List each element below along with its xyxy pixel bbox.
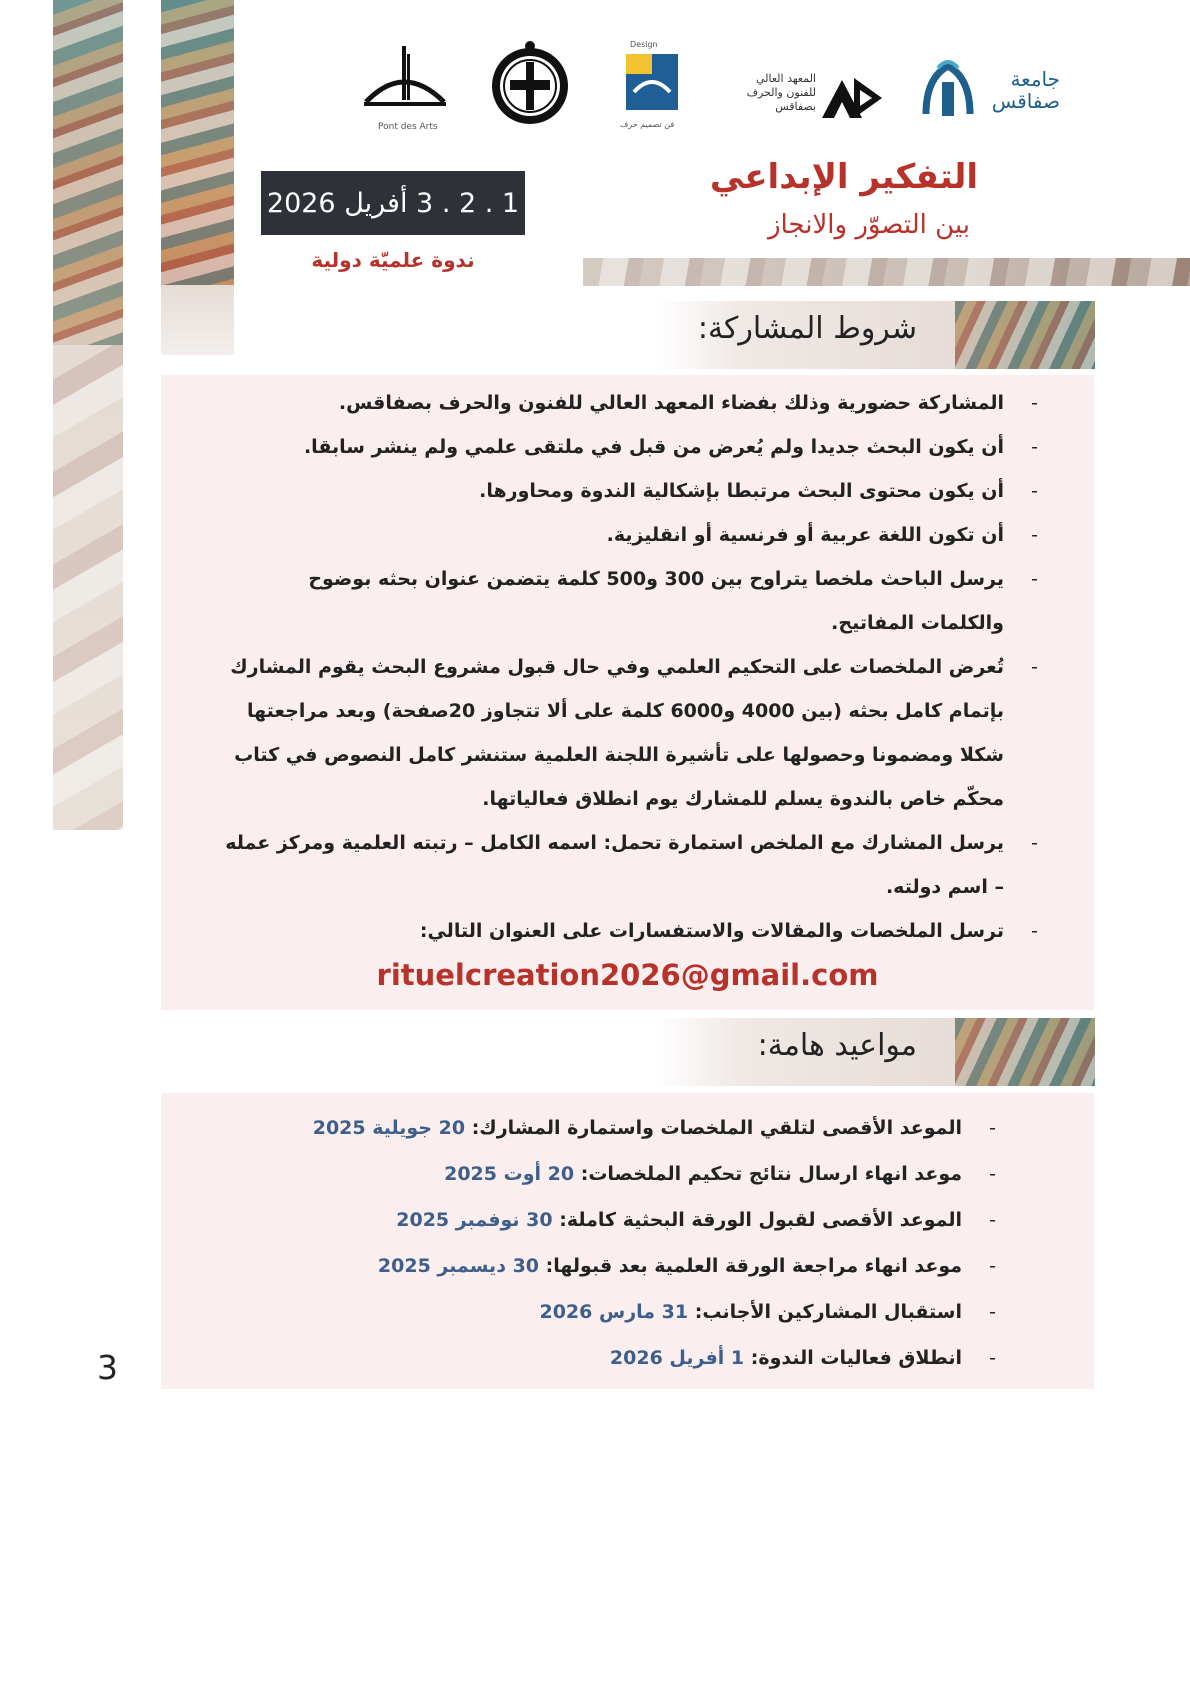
dates-panel	[161, 1093, 1094, 1389]
dates-heading-banner	[655, 1018, 1095, 1086]
list-item: - ترسل الملخصات والمقالات والاستفسارات على العنوان التالي:	[419, 920, 1038, 942]
decorative-painting-strip-left	[53, 0, 123, 345]
conditions-heading-banner	[655, 301, 1095, 369]
university-of-sfax-logo: جامعة صفاقس	[920, 40, 1070, 130]
event-type-label: ندوة علميّة دولية	[311, 248, 475, 272]
list-item: - تُعرض الملخصات على التحكيم العلمي وفي حال قبول مشروع البحث يقوم المشارك بإتمام كامل بحثه (بين 4000 و6000 كلمة على ألا تتجاوز 20صفحة) وبعد مراجعتها شكلا ومضمونا وحصولها على تأشيرة اللجنة العلمية ستنشر كامل النصوص في كتاب محكّم خاص بالندوة يسلم للمشارك يوم انطلاق فعالياتها.	[230, 656, 1038, 810]
conditions-heading: شروط المشاركة:	[697, 311, 917, 346]
partner-logos	[360, 40, 1080, 140]
heading-painting	[955, 301, 1095, 369]
list-item: - انطلاق فعاليات الندوة: 1 أفريل 2026	[609, 1347, 996, 1369]
contact-email[interactable]: rituelcreation2026@gmail.com	[376, 958, 879, 992]
pont-des-arts-logo: Pont des Arts	[360, 40, 450, 140]
decorative-painting-strip-middle-faded	[161, 285, 234, 355]
design-box-logo: Design فن تصميم حرف	[622, 40, 682, 130]
page-number: 3	[97, 1348, 118, 1387]
list-item: - الموعد الأقصى لتلقي الملخصات واستمارة المشارك: 20 جويلية 2025	[312, 1117, 996, 1139]
list-item: - المشاركة حضورية وذلك بفضاء المعهد العالي للفنون والحرف بصفاقس.	[338, 392, 1038, 414]
list-item: - يرسل الباحث ملخصا يتراوح بين 300 و500 كلمة يتضمن عنوان بحثه بوضوح والكلمات المفاتيح.	[308, 568, 1038, 634]
dates-list	[202, 1105, 996, 1381]
list-item: - استقبال المشاركين الأجانب: 31 مارس 2026	[539, 1301, 996, 1323]
dates-heading: مواعيد هامة:	[757, 1028, 917, 1063]
list-item: - موعد انهاء ارسال نتائج تحكيم الملخصات: 20 أوت 2025	[444, 1163, 996, 1185]
list-item: - يرسل المشارك مع الملخص استمارة تحمل: اسمه الكامل – رتبته العلمية ومركز عمله – اسم دولته.	[225, 832, 1038, 898]
list-item: - أن تكون اللغة عربية أو فرنسية أو انقليزية.	[606, 524, 1038, 546]
list-item: - أن يكون البحث جديدا ولم يُعرض من قبل في ملتقى علمي ولم ينشر سابقا.	[303, 436, 1038, 458]
heading-painting	[955, 1018, 1095, 1086]
page-title: التفكير الإبداعي	[709, 157, 978, 197]
circular-seal-logo	[488, 40, 572, 130]
institute-logo: المعهد العالي للفنون والحرف بصفاقس	[716, 40, 886, 130]
list-item: - أن يكون محتوى البحث مرتبطا بإشكالية الندوة ومحاورها.	[479, 480, 1038, 502]
conditions-panel	[161, 375, 1094, 1010]
list-item: - الموعد الأقصى لقبول الورقة البحثية كاملة: 30 نوفمبر 2025	[396, 1209, 996, 1231]
page-subtitle: بين التصوّر والانجاز	[767, 210, 970, 240]
decorative-painting-band-header	[583, 258, 1190, 286]
decorative-painting-strip-middle	[161, 0, 234, 285]
list-item: - موعد انهاء مراجعة الورقة العلمية بعد قبولها: 30 ديسمبر 2025	[377, 1255, 996, 1277]
event-date-box: 1 . 2 . 3 أفريل 2026	[261, 171, 525, 235]
conditions-list	[219, 381, 1038, 953]
decorative-painting-strip-left-faded	[53, 345, 123, 830]
